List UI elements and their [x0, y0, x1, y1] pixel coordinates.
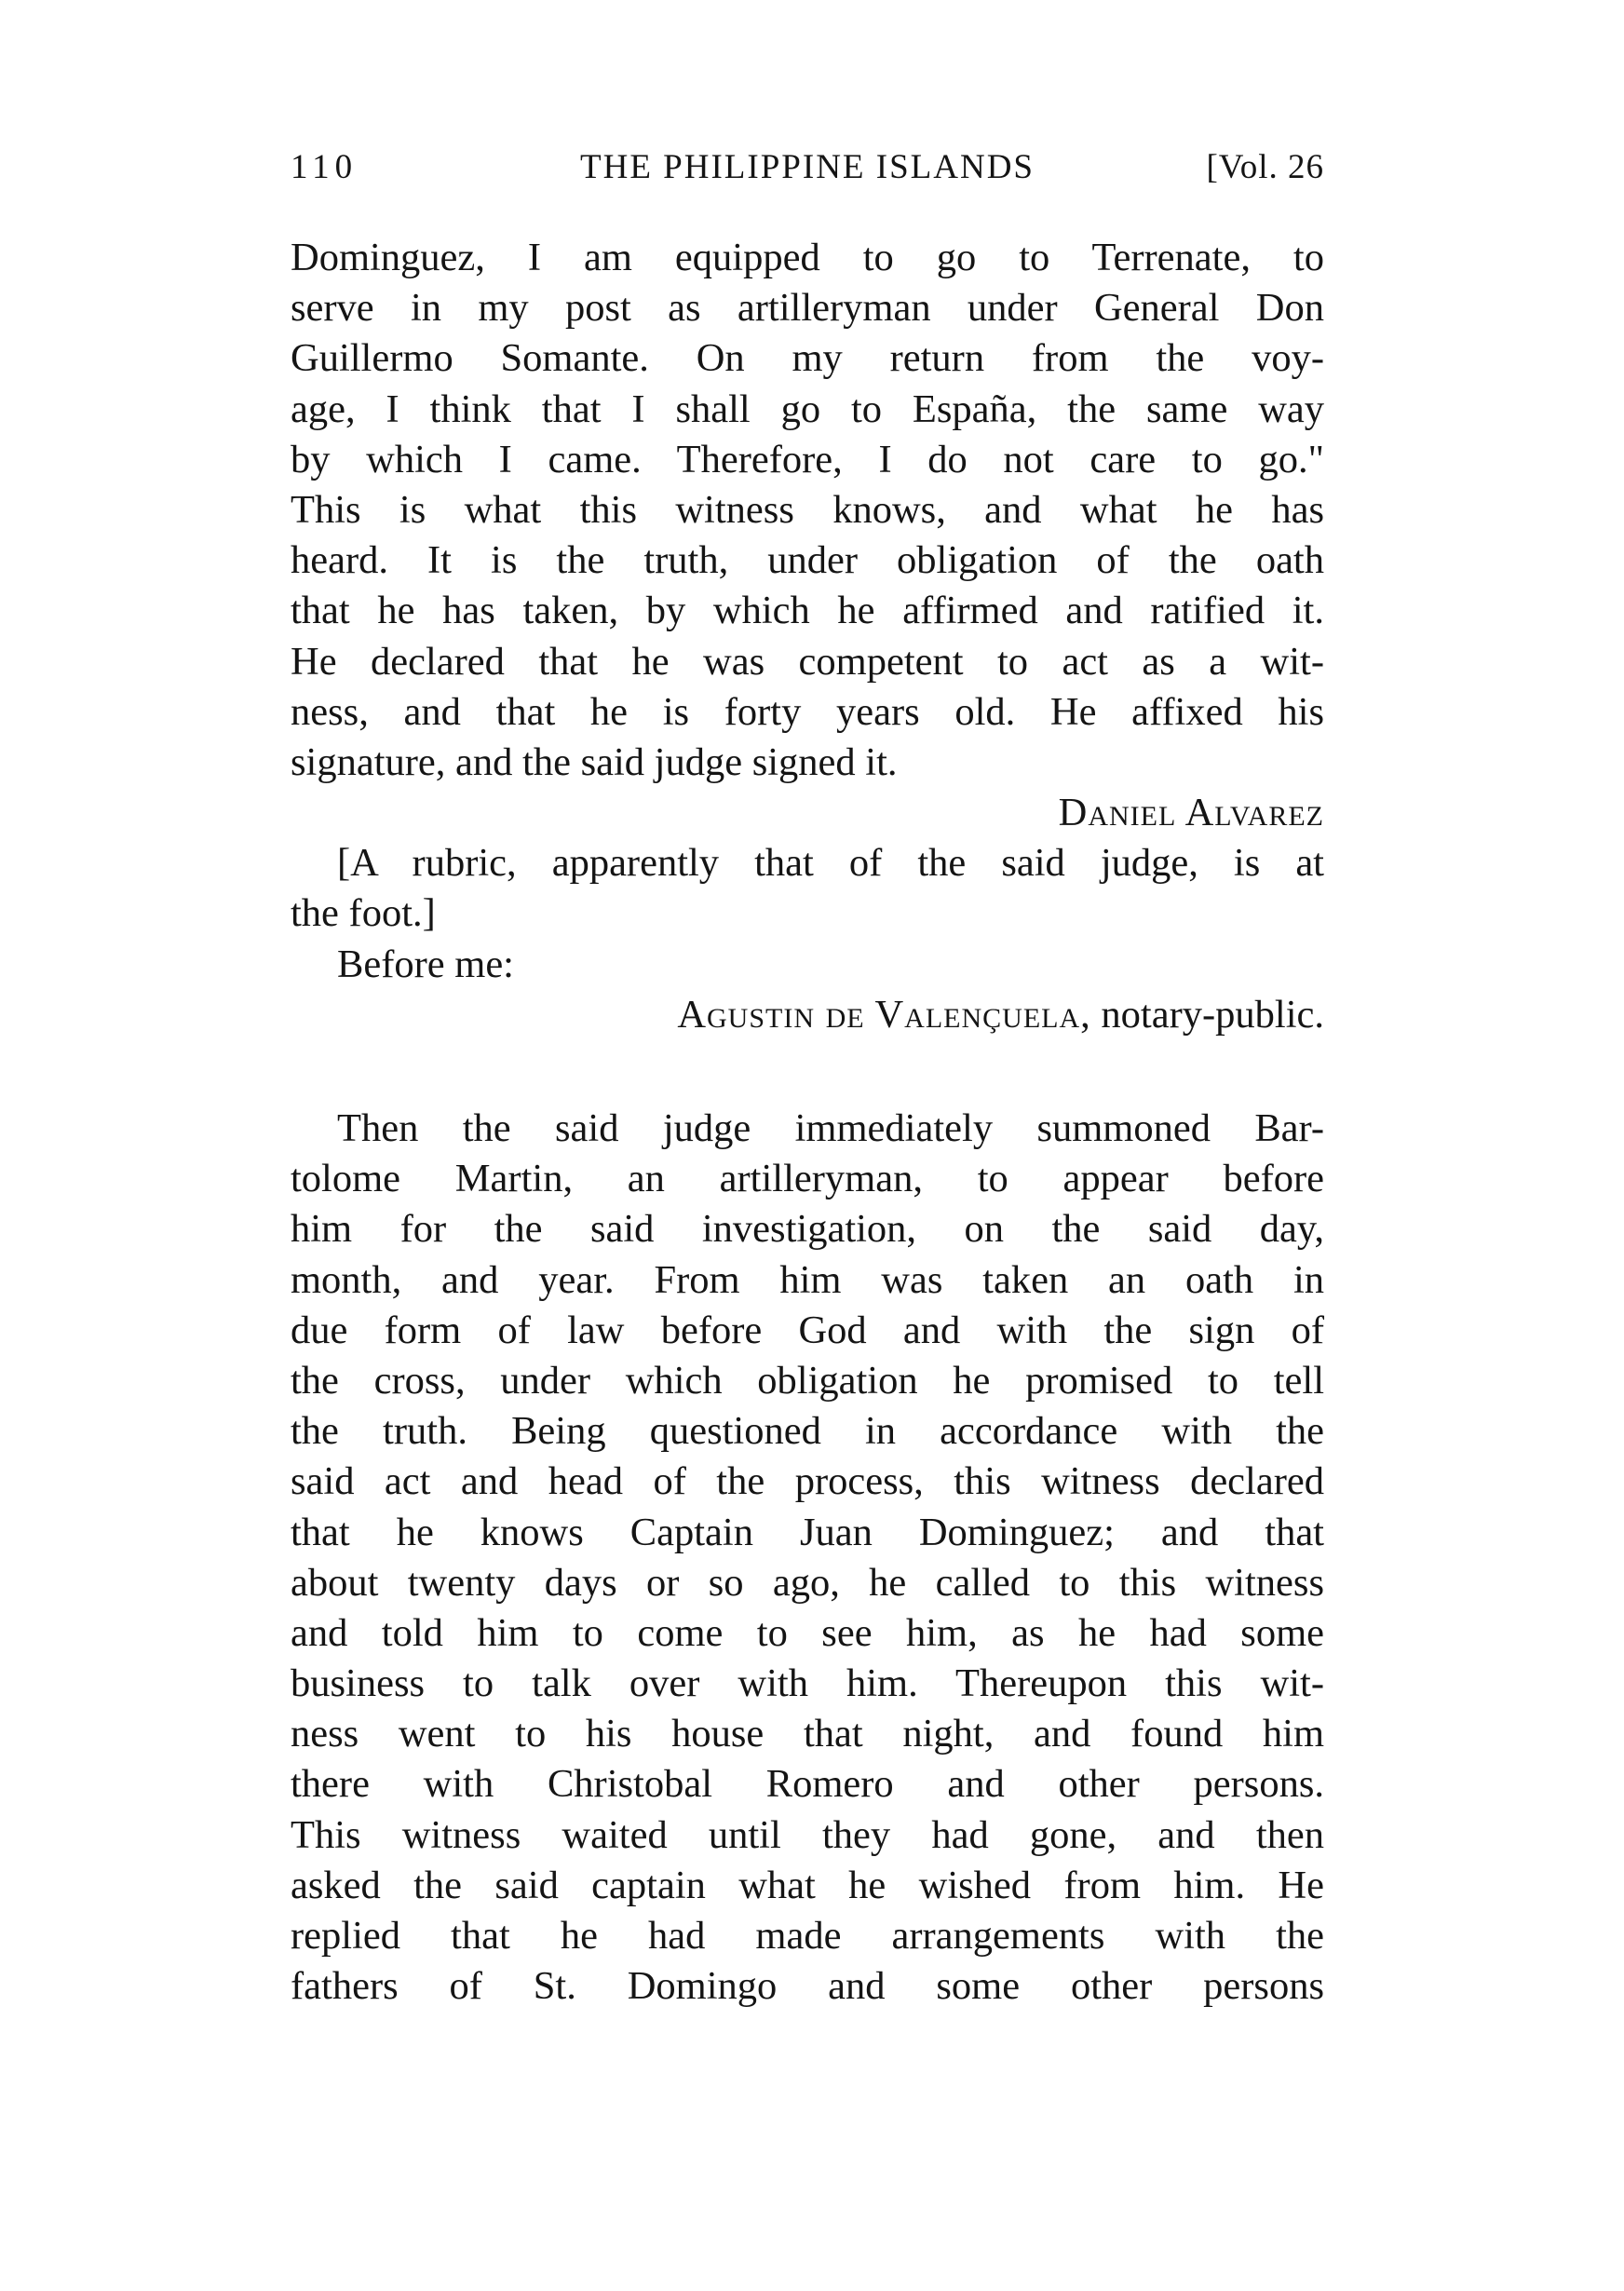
before-me-line: Before me: [337, 942, 514, 986]
text-line: fathers of St. Domingo and some other persons [291, 1964, 1324, 2009]
rubric-note-line: [A rubric, apparently that of the said judge, is at [337, 841, 1324, 886]
text-line: ness, and that he is forty years old. He affixed his [291, 689, 1324, 734]
running-title: THE PHILIPPINE ISLANDS [580, 148, 1035, 186]
page-number: 110 [291, 148, 359, 186]
rubric-note-line: the foot.] [291, 891, 436, 936]
text-line: said act and head of the process, this witness declared [291, 1459, 1324, 1504]
text-line: the cross, under which obligation he promised to tell [291, 1358, 1324, 1403]
text-line: the truth. Being questioned in accordance with the [291, 1409, 1324, 1454]
text-line: He declared that he was competent to act as a wit- [291, 639, 1324, 684]
text-line: Guillermo Somante. On my return from the voy- [291, 336, 1324, 381]
volume-label: [Vol. 26 [1206, 148, 1324, 186]
text-line: This witness waited until they had gone, and then [291, 1812, 1324, 1857]
text-line: ness went to his house that night, and found him [291, 1712, 1324, 1756]
text-line: signature, and the said judge signed it. [291, 739, 898, 784]
text-line: tolome Martin, an artilleryman, to appear before [291, 1157, 1324, 1201]
text-line: heard. It is the truth, under obligation of the oath [291, 538, 1324, 583]
text-line: replied that he had made arrangements with the [291, 1914, 1324, 1958]
running-header [291, 147, 1324, 199]
text-line: asked the said captain what he wished from him. He [291, 1863, 1324, 1907]
text-line: business to talk over with him. Thereupon this wit- [291, 1661, 1324, 1706]
text-line: age, I think that I shall go to España, the same way [291, 386, 1324, 431]
testimony-block-1 [291, 233, 1324, 1040]
witness-signature: Daniel Alvarez [1058, 791, 1324, 835]
text-line: him for the said investigation, on the said day, [291, 1207, 1324, 1252]
testimony-block-2 [291, 1104, 1324, 2012]
notary-name: Agustin de Valençuela, [677, 992, 1091, 1037]
text-line: Then the said judge immediately summoned Bar- [337, 1106, 1324, 1150]
text-line: that he has taken, by which he affirmed and ratified it. [291, 589, 1324, 633]
text-line: by which I came. Therefore, I do not care to go." [291, 437, 1324, 481]
text-line: and told him to come to see him, as he had some [291, 1610, 1324, 1655]
text-line: that he knows Captain Juan Dominguez; and that [291, 1510, 1324, 1554]
text-line: there with Christobal Romero and other persons. [291, 1762, 1324, 1807]
notary-title: notary-public. [1101, 992, 1324, 1037]
text-line: This is what this witness knows, and what he has [291, 487, 1324, 532]
text-line: due form of law before God and with the sign of [291, 1308, 1324, 1352]
text-line: serve in my post as artilleryman under General Don [291, 286, 1324, 331]
text-line: about twenty days or so ago, he called to this witness [291, 1560, 1324, 1605]
text-line: month, and year. From him was taken an oath in [291, 1257, 1324, 1302]
text-line: Dominguez, I am equipped to go to Terrenate, to [291, 236, 1324, 279]
notary-signature [291, 990, 1324, 1040]
